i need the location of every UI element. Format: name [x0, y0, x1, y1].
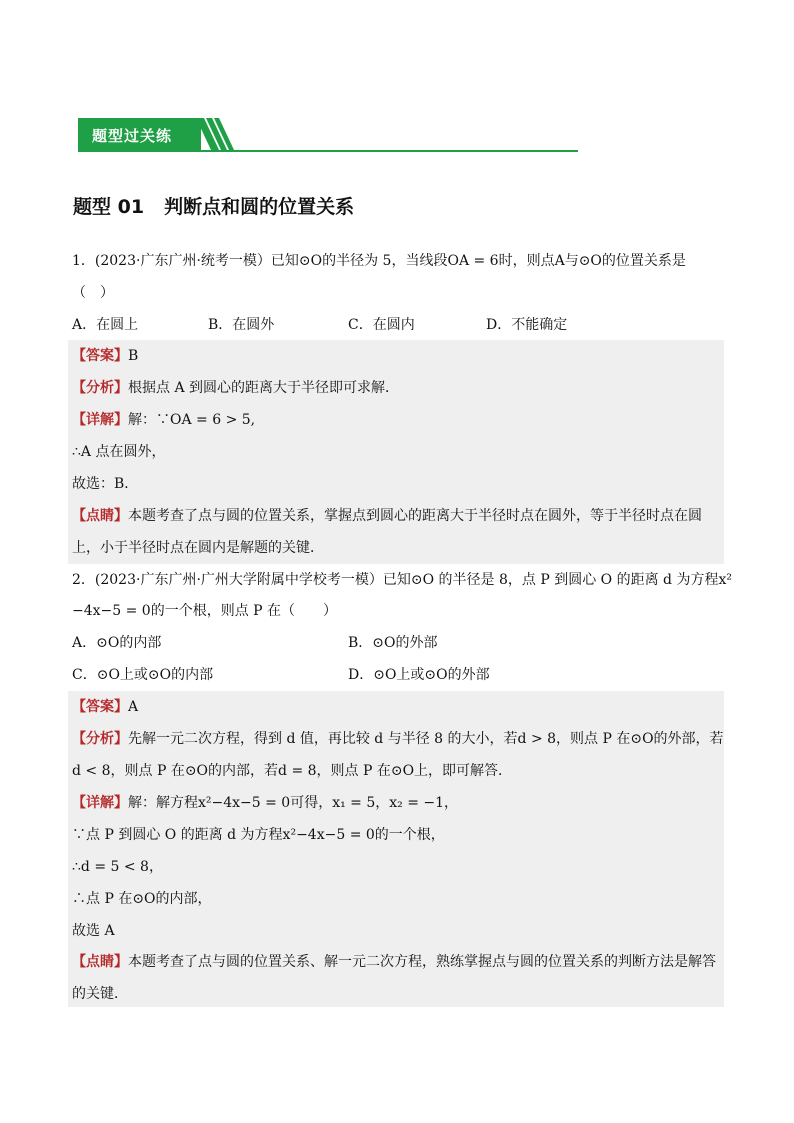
q2-analysis [72, 729, 724, 749]
q2-analysis-line2: d < 8，则点 P 在⊙O的内部，若d = 8，则点 P 在⊙O上，即可解答． [72, 763, 513, 779]
q1-comment-tag: 【点睛】 [72, 508, 128, 524]
q2-analysis-line1: 先解一元二次方程，得到 d 值，再比较 d 与半径 8 的大小，若d > 8，则点 P 在⊙O的外部，若 [128, 731, 724, 747]
q2-answer [72, 697, 138, 717]
q2-option-a: A．⊙O的内部 [72, 635, 162, 651]
section-heading: 判断点和圆的位置关系 [164, 196, 355, 218]
q1-detail-line2: ∴A 点在圆外， [72, 444, 166, 460]
q1-detail-line1: 解：∵OA = 6 > 5, [128, 412, 256, 428]
q2-detail-line1: 解：解方程x²−4x−5 = 0可得，x₁ = 5，x₂ = −1， [128, 795, 459, 811]
q2-detail [72, 793, 458, 813]
q2-answer-value: A [128, 699, 139, 715]
q2-comment-tag: 【点睛】 [72, 954, 128, 970]
q2-comment-line1: 本题考查了点与圆的位置关系、解一元二次方程，熟练掌握点与圆的位置关系的判断方法是解答 [128, 954, 716, 970]
q1-detail-tag: 【详解】 [72, 412, 128, 428]
q2-detail-line4: ∴点 P 在⊙O的内部， [72, 891, 212, 907]
q2-detail-tag: 【详解】 [72, 795, 128, 811]
q2-comment [72, 952, 716, 972]
q2-analysis-tag: 【分析】 [72, 731, 128, 747]
q1-solution-box [68, 340, 724, 564]
q1-comment-line2: 上，小于半径时点在圆内是解题的关键． [72, 540, 324, 556]
q1-option-b: B．在圆外 [208, 317, 275, 333]
q1-option-c: C．在圆内 [348, 317, 415, 333]
q1-stem-line1: 1．(2023·广东广州·统考一模）已知⊙O的半径为 5，当线段OA = 6时，则点A与⊙O的位置关系是 [72, 253, 686, 269]
section-number: 题型 01 [73, 196, 145, 218]
q1-option-a: A．在圆上 [72, 317, 139, 333]
q2-detail-line5: 故选 A [72, 923, 115, 939]
q2-option-d: D．⊙O上或⊙O的外部 [348, 667, 490, 683]
q2-stem-line2: −4x−5 = 0的一个根，则点 P 在（ ） [72, 603, 338, 619]
banner-underline [78, 150, 578, 152]
q2-option-b: B．⊙O的外部 [348, 635, 438, 651]
q2-detail-line2: ∵点 P 到圆心 O 的距离 d 为方程x²−4x−5 = 0的一个根， [72, 827, 445, 843]
q2-detail-line3: ∴d = 5 < 8， [72, 859, 163, 875]
q1-answer-value: B [128, 348, 139, 364]
q2-option-c: C．⊙O上或⊙O的内部 [72, 667, 214, 683]
section-title [73, 192, 354, 219]
banner-label: 题型过关练 [92, 127, 173, 145]
q2-stem-line1: 2．(2023·广东广州·广州大学附属中学校考一模）已知⊙O 的半径是 8，点 P 到圆心 O 的距离 d 为方程x² [72, 572, 732, 588]
q1-answer [72, 346, 138, 366]
q1-comment-line1: 本题考查了点与圆的位置关系，掌握点到圆心的距离大于半径时点在圆外，等于半径时点在圆 [128, 508, 702, 524]
q1-stem-line2: （ ） [72, 285, 114, 301]
q1-comment [72, 506, 702, 526]
q1-detail-line3: 故选：B． [72, 476, 139, 492]
q1-analysis [72, 378, 399, 398]
q1-detail [72, 410, 255, 430]
q1-analysis-tag: 【分析】 [72, 380, 128, 396]
banner-stripes-decoration [196, 118, 236, 151]
q2-comment-line2: 的关键． [72, 986, 128, 1002]
q2-answer-tag: 【答案】 [72, 699, 128, 715]
q1-answer-tag: 【答案】 [72, 348, 128, 364]
section-banner [78, 118, 578, 154]
q1-analysis-text: 根据点 A 到圆心的距离大于半径即可求解． [128, 380, 400, 396]
q1-option-d: D．不能确定 [486, 317, 568, 333]
